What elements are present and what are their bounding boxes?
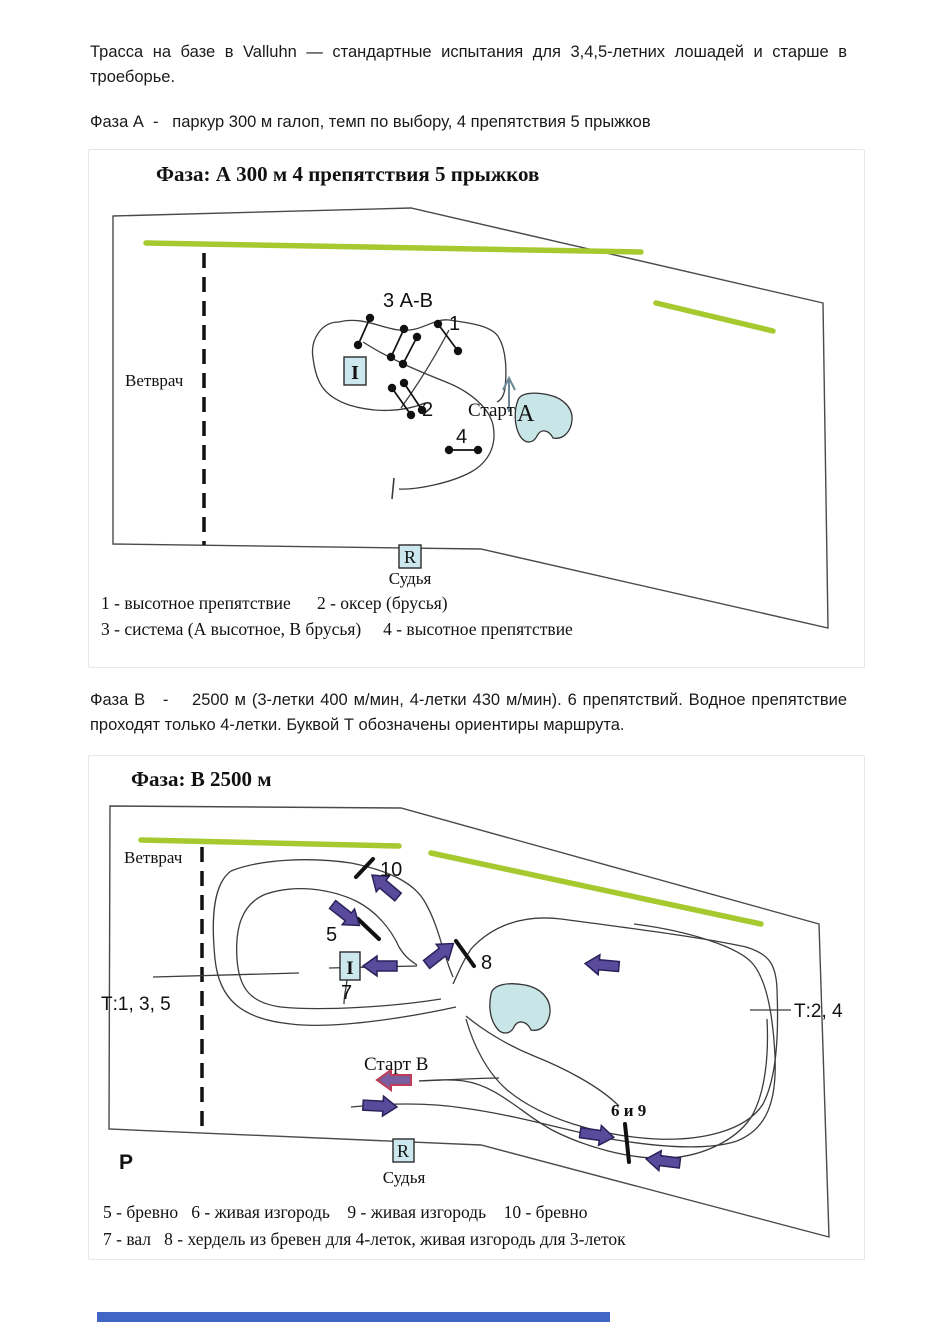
- course-right-loop-forward: [351, 924, 775, 1147]
- jump-10-label: 10: [380, 859, 403, 881]
- phase-a-description: Фаза А - паркур 300 м галоп, темп по выбору, 4 препятствия 5 прыжков: [90, 113, 651, 131]
- arrow-to-i-box: [363, 956, 397, 976]
- fence-3b-rail1: [391, 329, 404, 357]
- fence-2-rail1: [392, 388, 411, 415]
- system-3ab-label: 3 А-В: [383, 290, 434, 312]
- parking-label: Р: [119, 1151, 134, 1174]
- bottom-blue-strip: [97, 1312, 610, 1322]
- phase-a-legend-line1: 1 - высотное препятствие 2 - оксер (брусья): [101, 593, 448, 613]
- start-a-word: Старт: [468, 400, 515, 421]
- phase-b-legend-line2: 7 - вал 8 - хердель из бревен для 4-леток, живая изгородь для 3-леток: [103, 1229, 626, 1249]
- t135-label: Т:1, 3, 5: [101, 994, 171, 1015]
- judge-box-letter: R: [403, 547, 417, 567]
- jump-6-9-marker: [625, 1124, 629, 1162]
- course-crossover: [466, 1016, 619, 1106]
- arrow-start-out: [362, 1095, 397, 1117]
- i-marker-letter: I: [346, 958, 354, 979]
- intro-paragraph: Трасса на базе в Valluhn — стандартные испытания для 3,4,5-летних лошадей и старше в троеборье.: [90, 43, 852, 86]
- vet-label: Ветврач: [124, 848, 183, 867]
- jump-5-label: 5: [326, 924, 338, 946]
- judge-label: Судья: [388, 569, 432, 588]
- jump-1-label: 1: [449, 313, 461, 335]
- hedge-line-right: [431, 853, 761, 924]
- judge-box-letter: R: [396, 1141, 410, 1161]
- jump-8-marker: [456, 941, 474, 966]
- t24-label: Т:2, 4: [794, 1001, 843, 1022]
- hedge-line-right: [656, 303, 773, 331]
- fence-3b-rail2: [403, 337, 417, 364]
- jump-5-marker: [358, 919, 379, 939]
- fence-2-rail2: [404, 383, 422, 410]
- t135-tick-line: [153, 973, 299, 977]
- arrow-right-loop: [584, 954, 620, 977]
- jump-6-9-label: 6 и 9: [611, 1101, 647, 1120]
- jump-7-label: 7: [341, 982, 353, 1004]
- phase-a-diagram-card: [88, 149, 865, 668]
- arrow-to-jump-9: [645, 1149, 681, 1173]
- phase-a-map: [89, 150, 866, 669]
- i-marker-letter: I: [351, 362, 359, 384]
- water-obstacle: [490, 984, 550, 1033]
- phase-b-title: Фаза: В 2500 м: [131, 767, 272, 791]
- start-b-label: Старт В: [364, 1054, 429, 1075]
- hedge-line-left: [141, 840, 399, 846]
- arrow-to-jump-8: [420, 936, 459, 973]
- field-boundary: [109, 806, 829, 1237]
- course-path: [401, 330, 449, 408]
- start-a-letter: А: [517, 401, 535, 427]
- jump-8-label: 8: [481, 952, 493, 974]
- jump-2-label: 2: [422, 399, 434, 421]
- phase-b-legend-line1: 5 - бревно 6 - живая изгородь 9 - живая изгородь 10 - бревно: [103, 1202, 588, 1222]
- phase-b-diagram-card: [88, 755, 865, 1260]
- phase-a-legend-line2: 3 - система (А высотное, В брусья) 4 - высотное препятствие: [101, 619, 573, 639]
- phase-b-map: [89, 756, 866, 1261]
- phase-b-description: Фаза В - 2500 м (3-летки 400 м/мин, 4-летки 430 м/мин). 6 препятствий. Водное препятствие проходят только 4-летки. Буквой Т обозначены ориентиры маршрута.: [90, 691, 852, 734]
- course-end-tick: [392, 478, 394, 499]
- phase-a-title: Фаза: А 300 м 4 препятствия 5 прыжков: [156, 162, 540, 186]
- judge-label: Судья: [382, 1168, 426, 1187]
- vet-label: Ветврач: [125, 371, 184, 390]
- jump-4-label: 4: [456, 426, 468, 448]
